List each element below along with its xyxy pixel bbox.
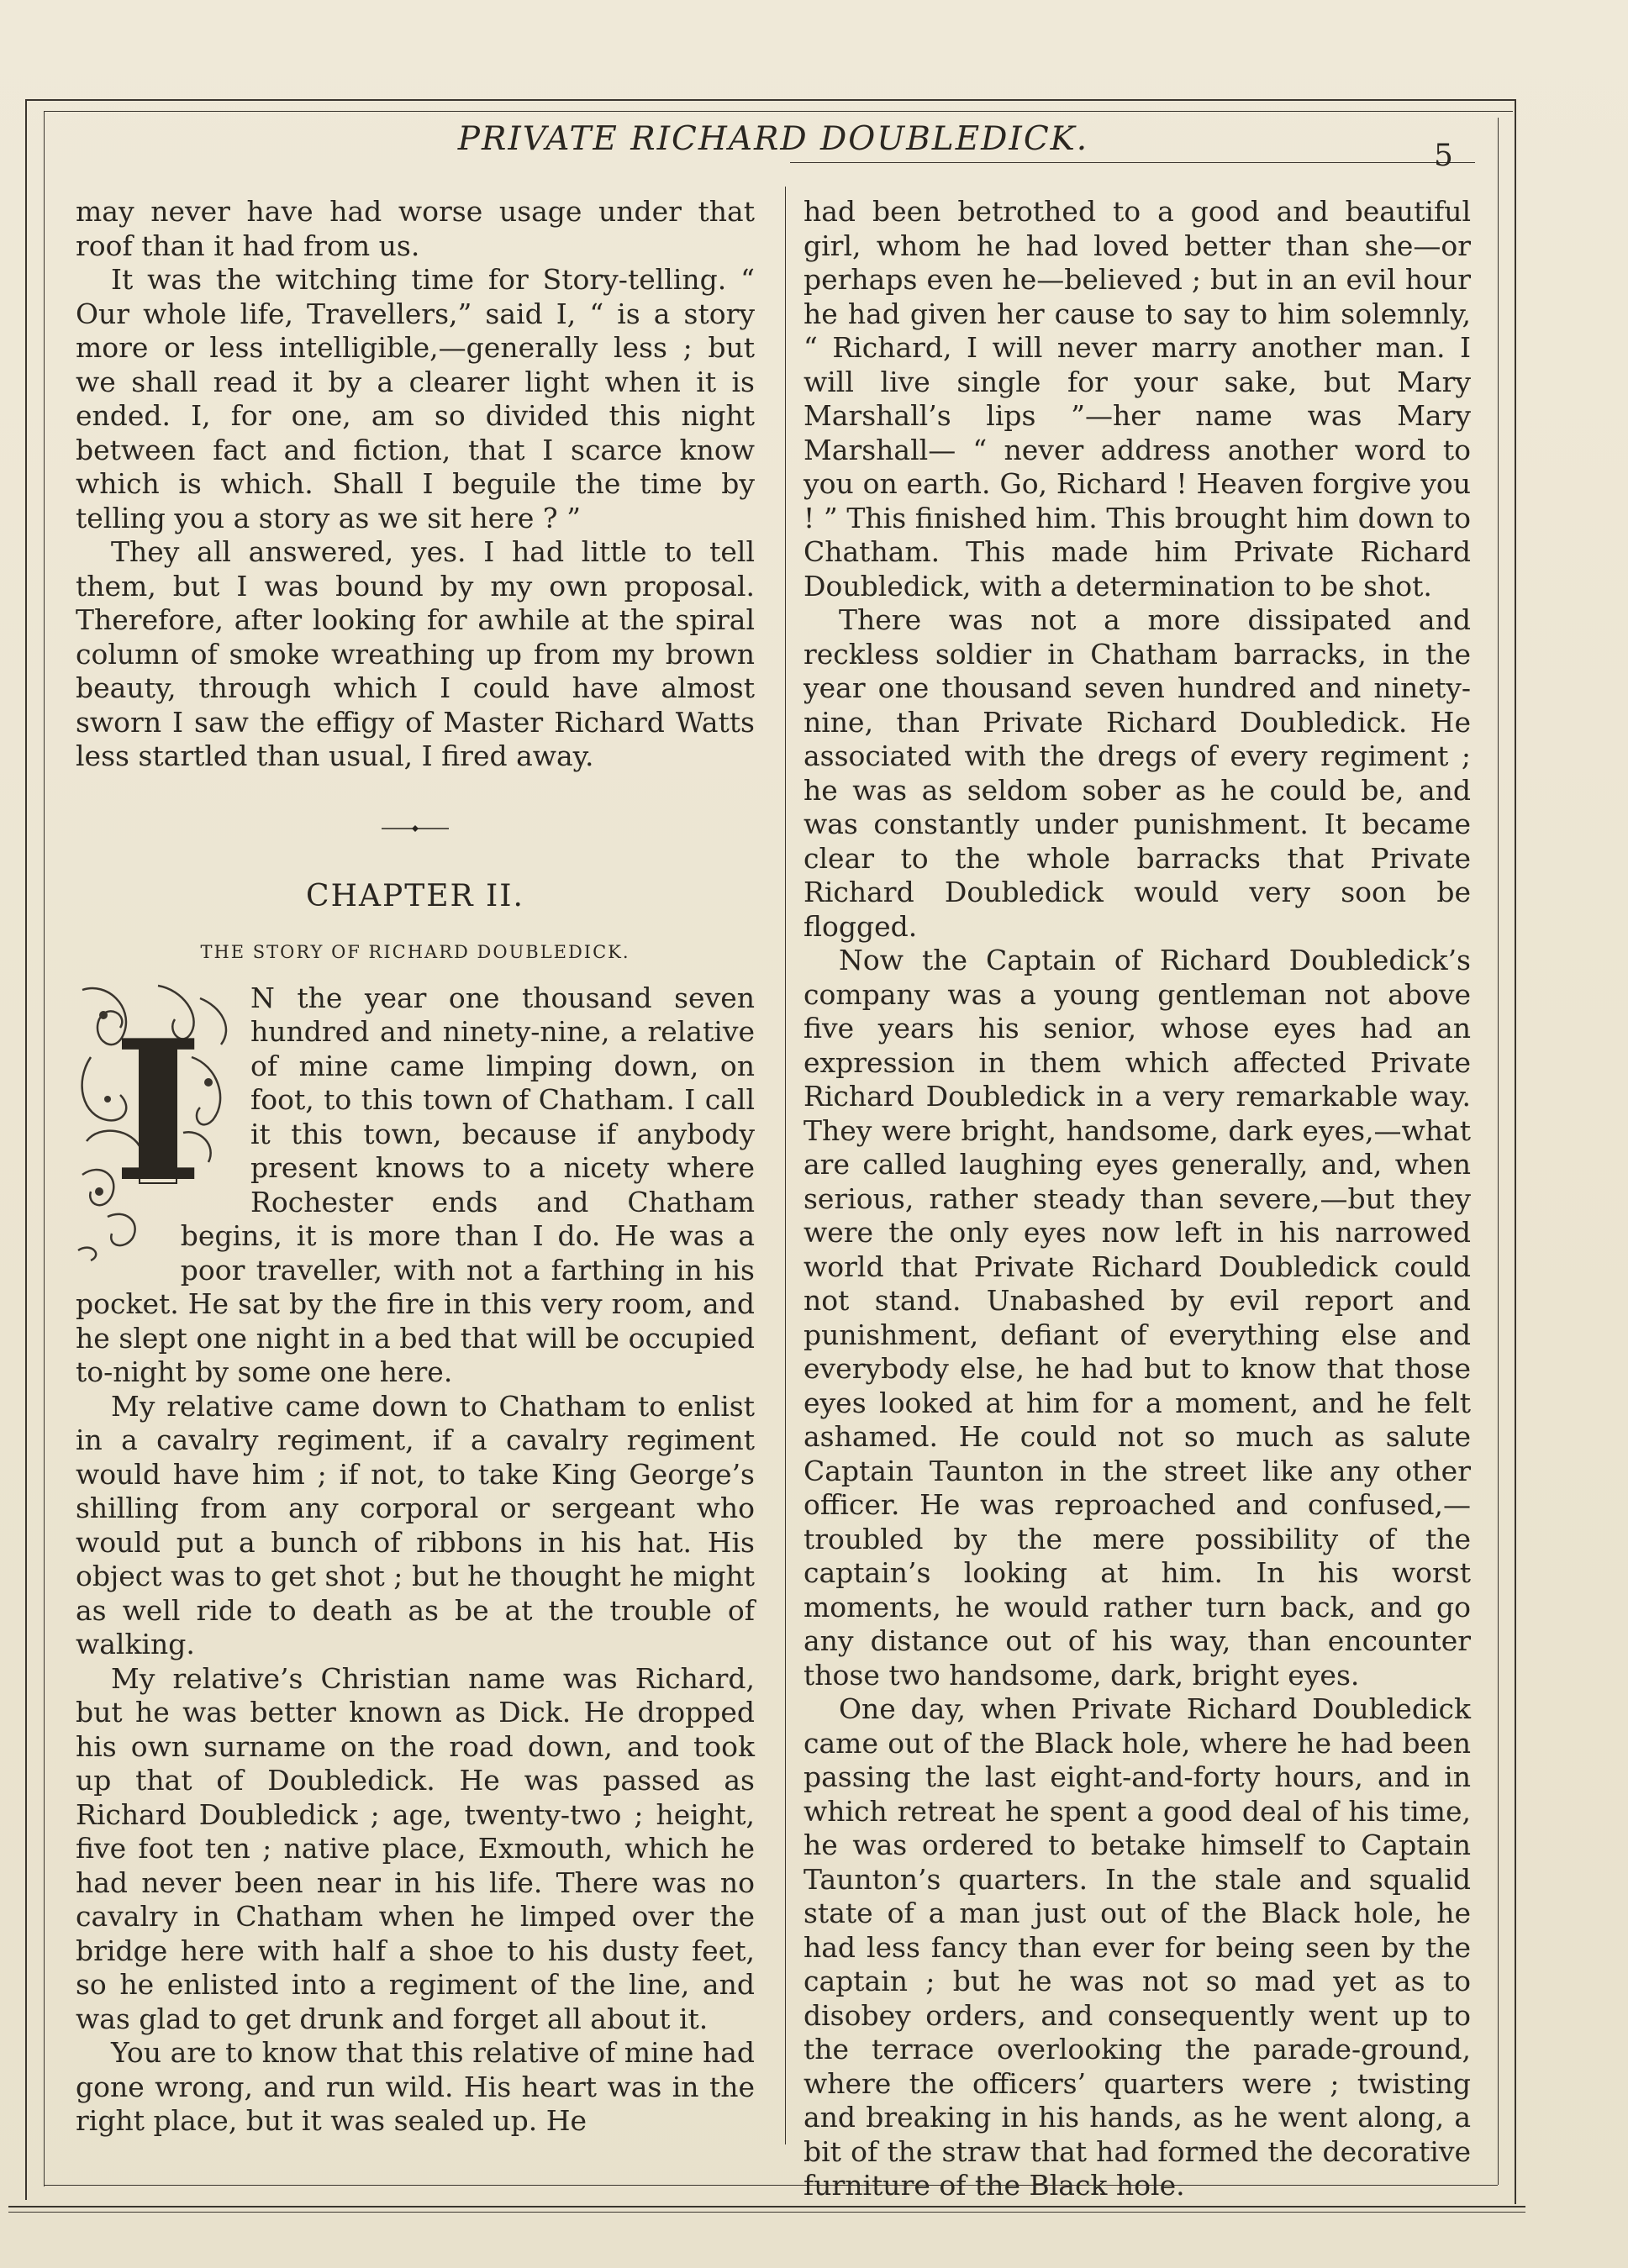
border-rule-left-outer bbox=[25, 99, 27, 2200]
left-column bbox=[76, 195, 755, 2139]
section-ornament bbox=[76, 816, 755, 841]
border-rule-bottom-outer-thin bbox=[8, 2212, 1525, 2213]
paragraph: My relative came down to Chatham to enlist in a cavalry regiment, if a cavalry regiment would have him ; if not, to take King George’s shilling from any corporal or sergeant who would put a bunch of ribbons in his hat. His object was to get shot ; but he thought he might as well ride to death as be at the trouble of walking. bbox=[76, 1389, 755, 1660]
paragraph: One day, when Private Richard Doubledick came out of the Black hole, where he had been passing the last eight-and-forty hours, and in which retreat he spent a good deal of his time, he was ordered to betake himself to Captain Taunton’s quarters. In the stale and squalid state of a man just out of the Black hole, he had less fancy than ever for being seen by the captain ; but he was not so mad yet as to disobey orders, and consequently went up to the terrace overlooking the parade-ground, where the officers’ quarters were ; twisting and breaking in his hands, as he went along, a bit of the straw that had formed the decorative furniture of the Black hole. bbox=[803, 1692, 1471, 2202]
border-rule-top-outer bbox=[25, 99, 1515, 101]
running-title: PRIVATE RICHARD DOUBLEDICK. bbox=[457, 120, 1089, 158]
paragraph: Now the Captain of Richard Doubledick’s company was a young gentleman not above five years his senior, whose eyes had an expression in them which affected Private Richard Doubledick in a very remarkable way. They were bright, handsome, dark eyes,—what are called laughing eyes generally, and, when serious, rather steady than severe,—but they were the only eyes now left in his narrowed world that Private Richard Doubledick could not stand. Unabashed by evil report and punishment, defiant of everything else and everybody else, he had but to know that those eyes looked at him for a moment, and he felt ashamed. He could not so much as salute Captain Taunton in the street like any other officer. He was reproached and confused,—troubled by the mere possibility of the captain’s looking at him. In his worst moments, he would rather turn back, and go any distance out of his way, than encounter those two handsome, dark, bright eyes. bbox=[803, 944, 1471, 1692]
border-rule-right-outer bbox=[1515, 99, 1516, 2204]
chapter-heading: CHAPTER II. bbox=[306, 878, 524, 913]
paragraph: had been betrothed to a good and beautiful girl, whom he had loved better than she—or perhaps even he—believed ; but in an evil hour he had given her cause to say to him solemnly, “ Richard, I will never marry another man. I will live single for your sake, but Mary Marshall’s lips ”—her name was Mary Marshall— “ never address another word to you on earth. Go, Richard ! Heaven forgive you ! ” This finished him. This brought him down to Chatham. This made him Private Richard Doubledick, with a determination to be shot. bbox=[803, 195, 1471, 603]
paragraph: may never have had worse usage under that roof than it had from us. bbox=[76, 195, 755, 262]
paragraph: You are to know that this relative of mine had gone wrong, and run wild. His heart was in the right place, but it was sealed up. He bbox=[76, 2036, 755, 2137]
paragraph: They all answered, yes. I had little to tell them, but I was bound by my own proposal. Therefore, after looking for awhile at the spiral column of smoke wreathing up from my brown beauty, through which I could have almost sworn I saw the effigy of Master Richard Watts less startled than usual, I fired away. bbox=[76, 535, 755, 772]
paragraph: It was the witching time for Story-telling. “ Our whole life, Travellers,” said I, “ is a story more or less intelligible,—generally less ; but we shall read it by a clearer light when it is ended. I, for one, am so divided this night between fact and fiction, that I scarce know which is which. Shall I beguile the time by telling you a story as we sit here ? ” bbox=[76, 263, 755, 534]
paragraph: N the year one thousand seven hundred and ninety-nine, a relative of mine came limping down, on foot, to this town of Chatham. I call it this town, because if anybody present knows to a nicety where Rochester ends and Chatham begins, it is more than I do. He was a poor traveller, with not a farthing in his pocket. He sat by the fire in this very room, and he slept one night in a bed that will be occupied to-night by some one here. bbox=[76, 981, 755, 1388]
border-rule-right-inner bbox=[1498, 118, 1499, 2185]
chapter-subtitle: THE STORY OF RICHARD DOUBLEDICK. bbox=[200, 942, 630, 962]
header-rule bbox=[790, 162, 1475, 163]
ornament-rule-icon bbox=[382, 824, 449, 834]
border-rule-bottom-outer bbox=[8, 2206, 1525, 2207]
drop-cap-letter: I bbox=[113, 997, 203, 1225]
paragraph: My relative’s Christian name was Richard, but he was better known as Dick. He dropped his own surname on the road down, and took up that of Doubledick. He was passed as Richard Doubledick ; age, twenty-two ; height, five foot ten ; native place, Exmouth, which he had never been near in his life. There was no cavalry in Chatham when he limped over the bridge here with half a shoe to his dusty feet, so he enlisted into a regiment of the line, and was glad to get drunk and forget all about it. bbox=[76, 1661, 755, 2035]
page-number: 5 bbox=[1434, 139, 1453, 173]
border-rule-left-inner bbox=[44, 111, 45, 2186]
paragraph: There was not a more dissipated and reckless soldier in Chatham barracks, in the year one thousand seven hundred and ninety-nine, than Private Richard Doubledick. He associated with the dregs of every regiment ; he was as seldom sober as he could be, and was constantly under punishment. It became clear to the whole barracks that Private Richard Doubledick would very soon be flogged. bbox=[803, 603, 1471, 943]
right-column bbox=[803, 195, 1471, 2203]
column-divider bbox=[785, 187, 786, 2144]
border-rule-top-inner bbox=[44, 111, 1513, 112]
